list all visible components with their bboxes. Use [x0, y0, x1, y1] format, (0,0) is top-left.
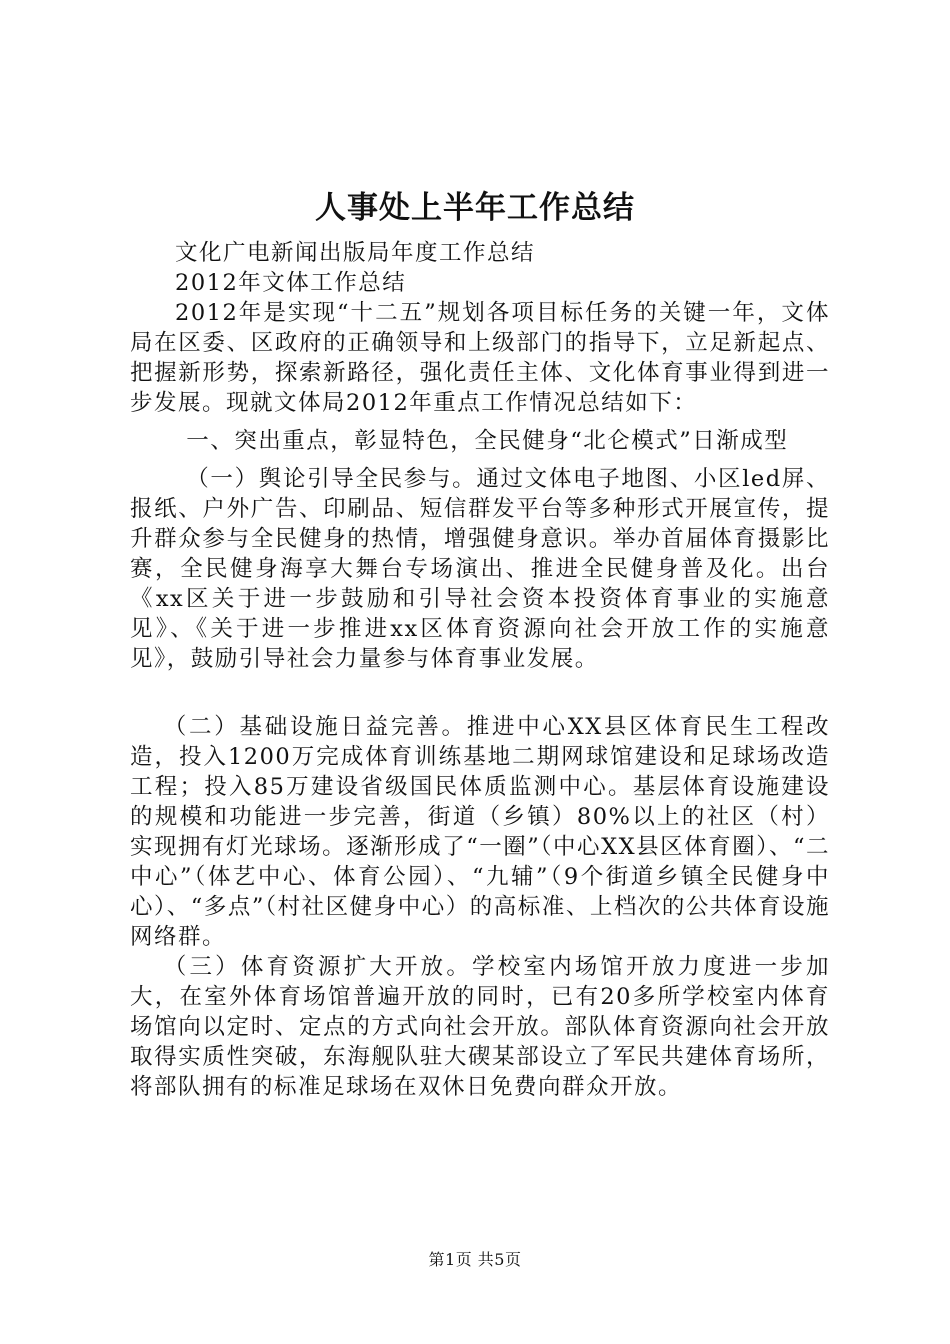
paragraph-section-1-3: （三）体育资源扩大开放。学校室内场馆开放力度进一步加大，在室外体育场馆普遍开放的同时，已有20多所学校室内体育场馆向以定时、定点的方式向社会开放。部队体育资源向社会开放取得实质性突破，东海舰队驻大碶某部设立了军民共建体育场所，将部队拥有的标准足球场在双休日免费向群众开放。 [130, 954, 830, 1100]
document-body [130, 238, 830, 1102]
paragraph-intro: 2012年是实现“十二五”规划各项目标任务的关键一年，文体局在区委、区政府的正确领导和上级部门的指导下，立足新起点、把握新形势，探索新路径，强化责任主体、文化体育事业得到进一步发展。现就文体局2012年重点工作情况总结如下： [130, 300, 830, 416]
page-footer: 第1页 共5页 [428, 1250, 522, 1269]
paragraph-section-1-1: （一）舆论引导全民参与。通过文体电子地图、小区led屏、报纸、户外广告、印刷品、短信群发平台等多种形式开展宣传，提升群众参与全民健身的热情，增强健身意识。举办首届体育摄影比赛，全民健身海享大舞台专场演出、推进全民健身普及化。出台《xx区关于进一步鼓励和引导社会资本投资体育事业的实施意见》、《关于进一步推进xx区体育资源向社会开放工作的实施意见》，鼓励引导社会力量参与体育事业发展。 [130, 466, 830, 672]
document-title: 人事处上半年工作总结 [315, 190, 635, 226]
paragraph-section-1-2: （二）基础设施日益完善。推进中心XX县区体育民生工程改造，投入1200万完成体育训练基地二期网球馆建设和足球场改造工程；投入85万建设省级国民体质监测中心。基层体育设施建设的规模和功能进一步完善，街道（乡镇）80%以上的社区（村）实现拥有灯光球场。逐渐形成了“一圈”（中心XX县区体育圈）、“二中心”（体艺中心、体育公园）、“九辅”（9个街道乡镇全民健身中心）、“多点”（村社区健身中心）的高标准、上档次的公共体育设施网络群。 [130, 714, 830, 950]
paragraph-subtitle: 文化广电新闻出版局年度工作总结 [175, 240, 536, 266]
paragraph-heading-2012: 2012年文体工作总结 [175, 270, 407, 296]
section-heading-1: 一、突出重点，彰显特色，全民健身“北仑模式”日渐成型 [186, 428, 789, 454]
